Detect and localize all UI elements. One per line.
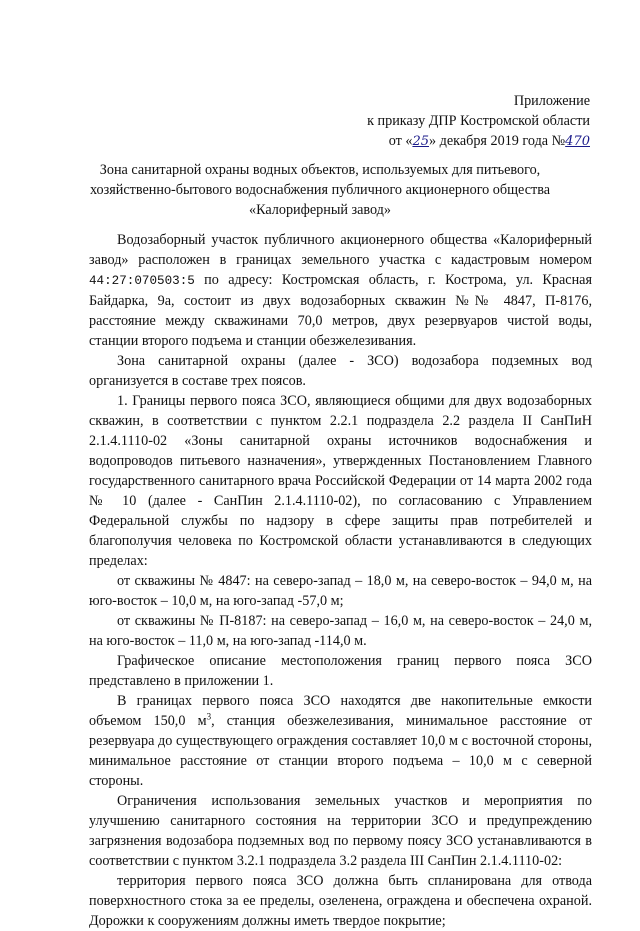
document-title xyxy=(60,160,580,220)
paragraph-well-4847: от скважины № 4847: на северо-запад – 18,0 м, на северо-восток – 94,0 м, на юго-восток – 10,0 м, на юго-запад -57,0 м; xyxy=(89,573,592,609)
order-date-line xyxy=(330,131,590,151)
document-body xyxy=(89,230,592,931)
title-line-3: «Калориферный завод» xyxy=(249,202,391,218)
handwritten-day: 25 xyxy=(412,134,429,149)
paragraph-restrictions: Ограничения использования земельных участков и мероприятия по улучшению санитарного состояния на территории ЗСО и предупреждению загрязнения водозабора подземных вод по первому поясу ЗСО устанавливаются в соответствии с пунктом 3.2.1 подраздела 3.2 раздела III СанПин 2.1.4.1110-02: xyxy=(89,793,592,869)
title-line-2: хозяйственно-бытового водоснабжения публичного акционерного общества xyxy=(89,182,551,198)
paragraph-territory-requirements: территория первого пояса ЗСО должна быть спланирована для отвода поверхностного стока за ее пределы, озеленена, ограждена и обеспечена охраной. Дорожки к сооружениям должны иметь твердое покрытие; xyxy=(89,873,592,929)
paragraph-first-belt-borders: 1. Границы первого пояса ЗСО, являющиеся общими для двух водозаборных скважин, в соответствии с пунктом 2.2.1 подраздела 2.2 раздела II СанПиН 2.1.4.1110-02 «Зоны санитарной охраны источников водоснабжения и водопроводов питьевого назначения», утвержденных Постановлением Главного государственного санитарного врача Российской Федерации от 14 марта 2002 года № 10 (далее - СанПин 2.1.4.1110-02), по согласованию с Управлением Федеральной службы по надзору в сфере защиты прав потребителей и благополучия человека по Костромской области устанавливаются в следующих пределах: xyxy=(89,393,592,569)
paragraph-intake-site: Водозаборный участок публичного акционерного общества «Калориферный завод» расположен в границах земельного участка с кадастровым номером 44:27:070503:5 по адресу: Костромская область, г. Кострома, ул. Красная Байдарка, 9а, состоит из двух водозаборных скважин №№ 4847, П-8176, расстояние между скважинами 70,0 метров, двух резервуаров чистой воды, станции второго подъема и станции обезжелезивания. xyxy=(89,232,592,349)
paragraph-graphic-description: Графическое описание местоположения границ первого пояса ЗСО представлено в приложении 1. xyxy=(89,653,592,689)
paragraph-zone-definition: Зона санитарной охраны (далее - ЗСО) водозабора подземных вод организуется в составе трех поясов. xyxy=(89,353,592,389)
order-reference: к приказу ДПР Костромской области xyxy=(367,113,590,129)
date-prefix: от « xyxy=(388,133,413,149)
paragraph-first-belt-facilities: В границах первого пояса ЗСО находятся две накопительные емкости объемом 150,0 $м^3$, станция обезжелезивания, минимальное расстояние от резервуара до существующего ограждения составляет 10,0 м с восточной стороны, минимальное расстояние от станции второго подъема – 10,0 м с северной стороны. xyxy=(89,693,592,789)
cadastral-number: 44:27:070503:5 xyxy=(89,274,195,288)
date-middle: » декабря 2019 года № xyxy=(428,133,566,149)
appendix-label: Приложение xyxy=(513,93,590,109)
appendix-header xyxy=(330,91,590,151)
handwritten-order-number: 470 xyxy=(565,134,590,149)
title-line-1: Зона санитарной охраны водных объектов, используемых для питьевого, xyxy=(99,162,541,178)
paragraph-well-p8187: от скважины № П-8187: на северо-запад – 16,0 м, на северо-восток – 24,0 м, на юго-восток – 11,0 м, на юго-запад -114,0 м. xyxy=(89,613,592,649)
